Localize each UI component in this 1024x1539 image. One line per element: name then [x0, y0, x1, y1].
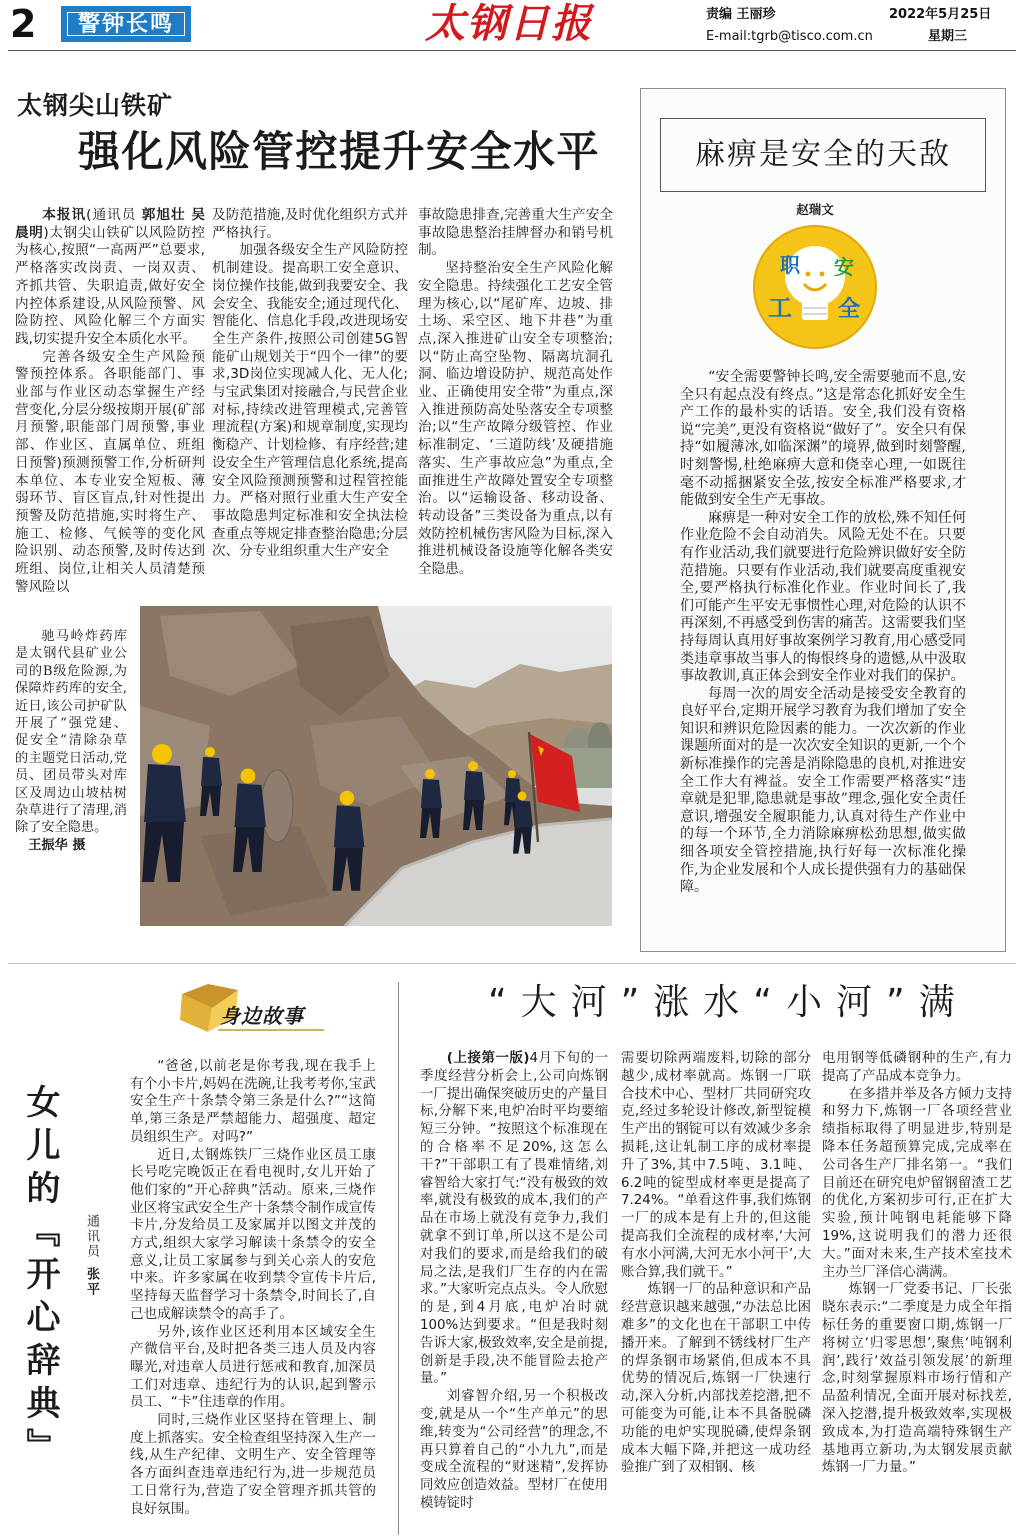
article-headline: 强化风险管控提升安全水平 — [78, 127, 601, 176]
article-paragraph: 坚持整治安全生产风险化解安全隐患。持续强化工艺安全管理为核心,以“尾矿库、边坡、排土场、采空区、地下井巷”为重点,深入推进矿山安全专项整治;以“防止高空坠物、隔离坑洞孔洞、临边增设防护、规范高处作业、正确使用安全带”为重点,深入推进预防高处坠落安全专项整治;以“生产故障分级管控、作业标准制定、‘三道防线’及硬措施落实、生产事故应急”为重点,全面推进生产故障处置安全专项整治。以“运输设备、移动设备、转动设备”三类设备为重点,以有效防控机械伤害风险为目标,深入推进机械设备设施等化解各类安全隐患。 — [418, 260, 613, 578]
river-column-3 — [822, 1050, 1012, 1535]
story-title: 女儿的『开心辞典』 — [20, 1084, 60, 1471]
column-divider — [398, 982, 399, 1535]
river-paragraph: 刘睿智介绍,另一个积极改变,就是从一个“生产单元”的思维,转变为“公司经营”的理念,不再只算着自己的“小九九”,而是变成全流程的“财迷精”,发挥协同效应创造效益。型材厂在使用模铸锭时 — [420, 1389, 608, 1511]
dateline: 本报讯 — [42, 207, 87, 223]
masthead-logo: 太钢日报 — [425, 0, 593, 47]
byline-names: 郭旭壮 吴晨明 — [15, 207, 206, 241]
issue-date: 2022年5月25日 — [889, 7, 992, 22]
article-paragraph: 加强各级安全生产风险防控机制建设。提高职工安全意识、岗位操作技能,做到我要安全、我会安全、我能安全;通过现代化、智能化、信息化手段,改进现场安全生产条件,按照公司创建5G智能矿山规划关于“四个一律”的要求,3D岗位实现减人化、无人化;与宝武集团对接融合,与民营企业对标,持续改进管理模式,完善管理流程(方案)和规章制度,实现均衡稳产、计划检修、有序经营;建设安全生产管理信息化系统,提高安全风险预测预警和过程管控能力。严格对照行业重大生产安全事故隐患判定标准和安全执法检查重点等规定排查整治隐患;分层次、分专业组织重大生产安全 — [212, 242, 408, 560]
byline-open: (通讯员 — [86, 207, 142, 223]
article-column-1 — [15, 207, 206, 595]
story-paragraph: 近日,太钢炼铁厂三烧作业区员工康长号吃完晚饭正在看电视时,女儿开始了他们家的“开心辞典”活动。原来,三烧作业区将宝武安全生产十条禁令制作成宣传卡片,分发给员工及家属并以图文并茂的方式,组织大家学习解读十条禁令的安全意义,让员工家属参与到关心亲人的安危中来。许多家属在收到禁令宣传卡片后,坚持每天监督学习十条禁令,时间长了,自己也成解读禁令的高手了。 — [130, 1146, 376, 1322]
paragraph-text: 太钢尖山铁矿以风险防控为核心,按照“一高两严”总要求,严格落实改岗责、一岗双责、齐抓共管、失职追责,做好安全内控体系建设,从风险预警、风险防控、风险化解三个方面实践,切实提升安全本质化水平。 — [15, 224, 206, 347]
boulder — [261, 770, 293, 842]
continued-label: (上接第一版) — [446, 1051, 530, 1066]
byline-role: 通讯员 — [84, 1214, 99, 1259]
river-paragraph: 炼钢一厂的品种意识和产品经营意识越来越强,“办法总比困难多”的文化也在干部职工中传播开来。了解到不锈线材厂生产的焊条钢市场紧俏,但成本不具优势的情况后,炼钢一厂快速行动,深入分析,内部找差挖潜,把不可能变为可能,让本不具备脱磷功能的电炉实现脱磷,使焊条钢成本大幅下降,并把这一成功经验推广到了双相钢、核 — [621, 1282, 811, 1476]
byline-close: ) — [43, 224, 49, 241]
section-banner — [62, 7, 190, 41]
article-column-2 — [212, 207, 408, 580]
river-paragraph: 在多措并举及各方倾力支持和努力下,炼钢一厂各项经营业绩指标取得了明显进步,特别是降本任务超预算完成,完成率在公司各生产厂排名第一。“我们目前还在研究电炉留钢留渣工艺的优化,方案初步可行,正在扩大实验,预计吨钢电耗能够下降19%,这说明我们的潜力还很大。”面对未来,生产技术室技术主办兰厂泽信心满满。 — [822, 1086, 1012, 1280]
article-paragraph: 及防范措施,及时优化组织方式并严格执行。 — [212, 207, 408, 241]
paragraph-text: 4月下旬的一季度经营分析会上,公司向炼钢一厂提出确保突破历史的产量目标,分解下来,电炉冶时平均要缩短三分钟。“按照这个标准现在的合格率不足20%,这怎么干?”干部职工有了畏难情绪,刘睿智给大家打气:“没有极致的效率,就没有极致的成本,我们的产品在市场上就没有竞争力,我们就拿不到订单,所以这不是公司对我们的要求,而是给我们的破局之法,是我们厂生存的内在需求。”大家听完点点头。令人欣慰的是,到4月底,电炉冶时就100%达到要求。“但是我时刻告诉大家,极致效率,安全是前提,创新是手段,决不能冒险去抢产量。” — [420, 1051, 608, 1387]
logo-char: 工 — [768, 294, 792, 322]
commentary-paragraph: “安全需要警钟长鸣,安全需要驰而不息,安全只有起点没有终点。”这是常态化抓好安全生产工作的最朴实的话语。安全,我们没有资格说“完美”,更没有资格说“做好了”。安全只有保持“如履薄冰,如临深渊”的境界,做到时刻警醒,时刻警惕,杜绝麻痹大意和侥幸心理,一如既往毫不动摇捆紧安全弦,按安全标准严格要求,才能做到安全生产无事故。 — [680, 369, 966, 509]
commentary-paragraph: 麻痹是一种对安全工作的放松,殊不知任何作业危险不会自动消失。风险无处不在。只要有作业活动,我们就要进行危险辨识做好安全防范措施。只要有作业活动,我们就要高度重视安全,要严格执行标准化作业。作业时间长了,我们可能产生平安无事惯性心理,对危险的认识不再深刻,不再感受到伤害的痛苦。这需要我们坚持每周认真用好事故案例学习教育,用心感受同类违章事故当事人的悔恨终身的遗憾,从中汲取事故教训,真正体会到安全作业对我们的保护。 — [680, 509, 966, 685]
commentary-paragraph: 每周一次的周安全活动是接受安全教育的良好平台,定期开展学习教育为我们增加了安全知识和辨识危险因素的能力。一次次新的作业课题所面对的是一次次安全知识的更新,一个个新标准操作的完善是消除隐患的良机,对推进安全工作大有裨益。安全工作需要严格落实“违章就是犯罪,隐患就是事故”理念,强化安全责任意识,增强安全履职能力,认真对待生产作业中的每一个环节,全力消除麻痹松劲思想,做实做细各项安全管控措施,执行好每一次标准化操作,为企业发展和个人成长提供强有力的基础保障。 — [680, 685, 966, 896]
river-paragraph: 电用钢等低磷钢种的生产,有力提高了产品成本竞争力。 — [822, 1051, 1012, 1084]
article-paragraph — [15, 207, 205, 349]
news-photo — [140, 606, 612, 926]
section-divider — [8, 963, 1016, 964]
river-article-headline: “大河”涨水“小河”满 — [488, 982, 969, 1023]
article-paragraph: 事故隐患排查,完善重大生产安全事故隐患整治挂牌督办和销号机制。 — [418, 207, 613, 259]
story-body — [130, 1058, 376, 1535]
article-kicker: 太钢尖山铁矿 — [17, 91, 174, 120]
commentary-body — [680, 369, 966, 919]
article-column-3 — [418, 207, 613, 580]
header-rule — [8, 50, 1016, 51]
story-paragraph: 同时,三烧作业区坚持在管理上、制度上抓落实。安全检查组坚持深入生产一线,从生产纪律、文明生产、安全管理等各方面纠查违章违纪行为,进一步规范员工日常行为,营造了安全管理齐抓共管的良好氛围。 — [130, 1412, 376, 1517]
article-paragraph: 完善各级安全生产风险预警预控体系。各职能部门、事业部与作业区动态掌握生产经营变化,分层分级按期开展(矿部月预警,职能部门周预警,事业部、作业区、直属单位、班组日预警)预测预警工作,分析研判本单位、本专业安全短板、薄弱环节、盲区盲点,针对性提出预警及防范措施,实时将生产、施工、检修、气候等的变化风险识别、动态预警,及时传达到班组、岗位,让相关人员清楚预警风险以 — [15, 348, 205, 595]
story-paragraph: “爸爸,以前老是你考我,现在我手上有个小卡片,妈妈在洗碗,让我考考你,宝武安全生产十条禁令第三条是什么?”“这简单,第三条是严禁超能力、超强度、超定员组织生产。对吗?” — [130, 1058, 376, 1145]
river-paragraph: 炼钢一厂党委书记、厂长张晓东表示:“二季度是力成全年指标任务的重要窗口期,炼钢一厂将树立‘归零思想’,聚焦‘吨钢利润’,践行‘效益引领发展’的新理念,时刻掌握原料市场行情和产品盈利情况,全面开展对标找差,深入挖潜,提升极致效率,实现极致成本,为打造高端特殊钢生产基地再立新功,为太钢发展贡献炼钢一厂力量。” — [822, 1282, 1012, 1476]
page-number: 2 — [10, 2, 37, 46]
story-byline — [82, 1214, 100, 1324]
logo-char: 职 — [780, 253, 800, 277]
editor-credit: 责编 王丽珍 — [706, 7, 776, 22]
section-banner-label: 警钟长鸣 — [67, 12, 185, 36]
logo-char: 安 — [834, 255, 854, 279]
hillside-cleanup-photo — [140, 606, 612, 926]
river-column-1 — [420, 1050, 608, 1535]
worker-safety-logo — [752, 224, 878, 350]
story-paragraph: 另外,该作业区还利用本区域安全生产微信平台,及时把各类三违人员及内容曝光,对违章人员进行惩戒和教育,加深员工们对违章、违纪行为的认识,起到警示员工、“卡”住违章的作用。 — [130, 1323, 376, 1411]
photo-credit: 王振华 摄 — [28, 837, 86, 853]
river-column-2 — [621, 1050, 811, 1535]
editor-email: E-mail:tgrb@tisco.com.cn — [706, 29, 873, 44]
issue-weekday: 星期三 — [928, 29, 968, 44]
river-paragraph — [420, 1050, 608, 1388]
commentary-title: 麻痹是安全的天敌 — [660, 118, 986, 192]
photo-caption-text: 驰马岭炸药库是太钢代县矿业公司的B级危险源,为保障炸药库的安全,近日,该公司护矿队开展了“强党建、促安全”清除杂草的主题党日活动,党员、团员带头对库区及周边山坡枯树杂草进行了清理,消除了安全隐患。 — [15, 629, 127, 836]
photo-caption — [15, 628, 127, 928]
river-paragraph: 需要切除两端废料,切除的部分越少,成材率就高。炼钢一厂联合技术中心、型材厂共同研究攻克,经过多轮设计修改,新型锭模生产出的钢锭可以有效减少多余损耗,这让轧制工序的成材率提升了3%,其中7.5吨、3.1吨、6.2吨的锭型成材率更是提高了7.24%。“单看这件事,我们炼钢一厂的成本是有上升的,但这能提高我们全流程的成材率,‘大河有水小河满,大河无水小河干’,大账合算,我们就干。” — [621, 1051, 811, 1280]
byline-name: 张平 — [84, 1267, 99, 1297]
logo-char: 全 — [837, 297, 861, 322]
story-badge-label: 身边故事 — [220, 1004, 304, 1028]
commentary-author: 赵瑞文 — [796, 202, 834, 217]
